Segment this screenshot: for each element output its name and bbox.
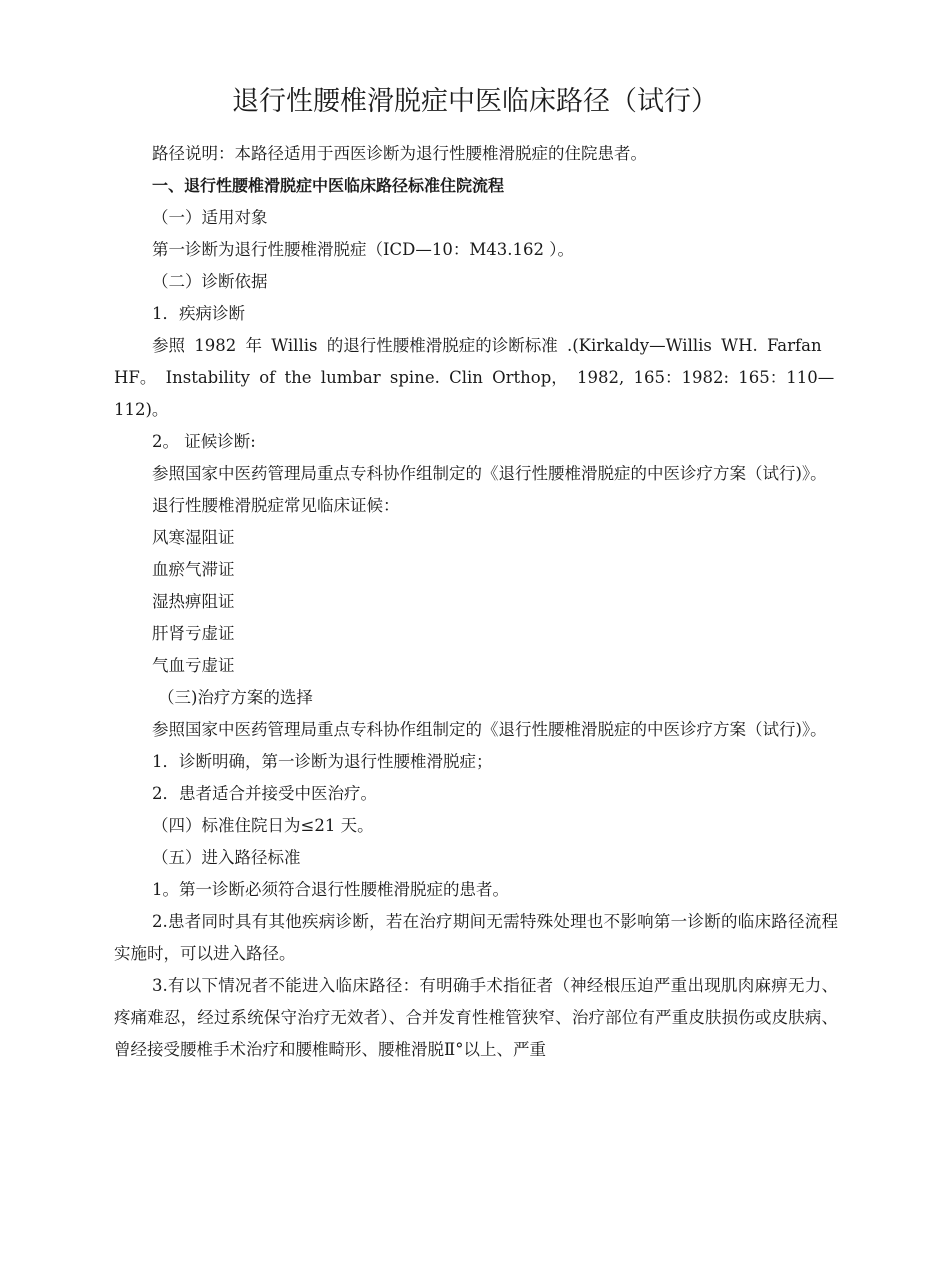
syndrome-item: 湿热痹阻证 <box>152 592 235 611</box>
list-item: 1．诊断明确，第一诊断为退行性腰椎滑脱症； <box>152 752 493 771</box>
paragraph: 参照 1982 年 Willis 的退行性腰椎滑脱症的诊断标准 .(Kirkaldy—Willis WH. Farfan HF。 Instability of the lumbar spine. Clin Orthop， 1982, 165：1982: 165：110—112)。 <box>114 336 835 419</box>
subsection-heading: （一）适用对象 <box>152 208 268 227</box>
document-title: 退行性腰椎滑脱症中医临床路径（试行） <box>232 86 718 117</box>
subsection-heading: （四）标准住院日为≤21 天。 <box>152 816 374 835</box>
paragraph: 退行性腰椎滑脱症常见临床证候： <box>152 496 400 515</box>
subsection-heading: （三)治疗方案的选择 <box>158 688 313 707</box>
document-body <box>114 138 838 1066</box>
paragraph: 参照国家中医药管理局重点专科协作组制定的《退行性腰椎滑脱症的中医诊疗方案（试行)》。 <box>152 720 827 739</box>
subsection-heading: （二）诊断依据 <box>152 272 268 291</box>
path-description: 路径说明：本路径适用于西医诊断为退行性腰椎滑脱症的住院患者。 <box>152 144 647 163</box>
list-item: 2.患者同时具有其他疾病诊断，若在治疗期间无需特殊处理也不影响第一诊断的临床路径流程实施时，可以进入路径。 <box>114 912 838 963</box>
syndrome-item: 血瘀气滞证 <box>152 560 235 579</box>
list-item: 1。第一诊断必须符合退行性腰椎滑脱症的患者。 <box>152 880 509 899</box>
item-heading: 2。 证候诊断: <box>152 432 256 451</box>
syndrome-item: 肝肾亏虚证 <box>152 624 235 643</box>
paragraph: 参照国家中医药管理局重点专科协作组制定的《退行性腰椎滑脱症的中医诊疗方案（试行)》。 <box>152 464 827 483</box>
subsection-heading: （五）进入路径标准 <box>152 848 301 867</box>
list-item: 2．患者适合并接受中医治疗。 <box>152 784 377 803</box>
list-item: 3.有以下情况者不能进入临床路径：有明确手术指征者（神经根压迫严重出现肌肉麻痹无力、疼痛难忍，经过系统保守治疗无效者）、合并发育性椎管狭窄、治疗部位有严重皮肤损伤或皮肤病、曾经接受腰椎手术治疗和腰椎畸形、腰椎滑脱Ⅱ°以上、严重 <box>114 976 838 1059</box>
item-heading: 1．疾病诊断 <box>152 304 245 323</box>
paragraph: 第一诊断为退行性腰椎滑脱症（ICD—10：M43.162 ）。 <box>152 240 574 259</box>
section-heading-1: 一、退行性腰椎滑脱症中医临床路径标准住院流程 <box>152 176 505 195</box>
syndrome-item: 风寒湿阻证 <box>152 528 235 547</box>
syndrome-item: 气血亏虚证 <box>152 656 235 675</box>
